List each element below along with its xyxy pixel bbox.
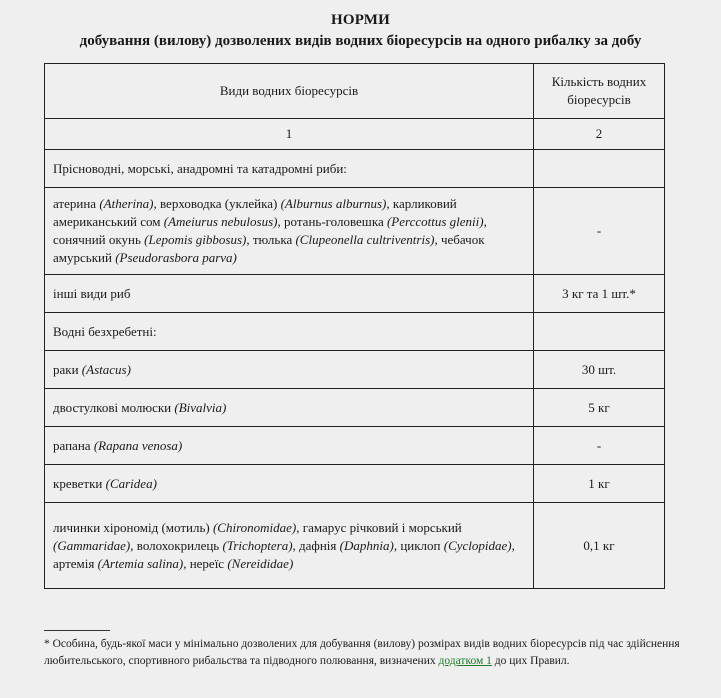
dodatok-1-link[interactable]: додатком 1 <box>438 655 492 667</box>
footnote <box>44 630 689 670</box>
amount-cell: 3 кг та 1 шт.* <box>534 275 665 313</box>
table-head <box>45 64 665 150</box>
amount-cell: 0,1 кг <box>534 503 665 589</box>
amount-cell: 5 кг <box>534 389 665 427</box>
scientific-name: (Cyclopidae) <box>443 537 512 553</box>
table-row <box>45 465 665 503</box>
common-name: , чебачок амурський <box>53 232 485 265</box>
common-name: креветки <box>53 475 106 491</box>
common-name: , артемія <box>53 537 515 571</box>
page-subtitle: добування (вилову) дозволених видів водних біоресурсів на одного рибалку за добу <box>79 33 642 49</box>
common-name: , тюлька <box>246 232 296 247</box>
footnote-divider <box>44 630 110 631</box>
table-header-row <box>45 64 665 119</box>
title-block <box>0 0 721 52</box>
scientific-name: (Gammaridae) <box>53 537 131 553</box>
species-cell <box>45 275 534 313</box>
species-cell <box>45 465 534 503</box>
common-name: , дафнія <box>292 537 340 553</box>
scientific-name: (Ameiurus nebulosus) <box>163 214 278 229</box>
amount-cell: 1 кг <box>534 465 665 503</box>
page-title: НОРМИ <box>330 12 391 28</box>
species-label: Прісноводні, морські, анадромні та катадромні риби: <box>53 160 347 176</box>
table-row <box>45 389 665 427</box>
scientific-name: (Alburnus alburnus) <box>280 196 387 211</box>
scientific-name: (Trichoptera) <box>222 537 293 553</box>
scientific-name: (Caridea) <box>105 475 157 491</box>
scientific-name: (Bivalvia) <box>174 399 227 415</box>
table-row <box>45 427 665 465</box>
table-row <box>45 275 665 313</box>
common-name: , карликовий американський сом <box>53 196 457 229</box>
footnote-text-after-link: до цих Правил. <box>491 655 570 667</box>
table-column-number-row <box>45 119 665 150</box>
species-label: інші види риб <box>53 285 131 301</box>
amount-cell <box>534 313 665 351</box>
common-name: , волохокрилець <box>130 537 223 553</box>
norms-table <box>44 63 665 589</box>
common-name: атерина <box>53 196 100 211</box>
common-name: , нереїс <box>183 555 228 571</box>
common-name: двостулкові молюски <box>53 399 175 415</box>
scientific-name: (Perccottus glenii) <box>386 214 484 229</box>
column-number-amount: 2 <box>534 119 665 150</box>
scientific-name: (Atherina) <box>99 196 154 211</box>
table-row <box>45 351 665 389</box>
column-number-species: 1 <box>45 119 534 150</box>
table-row <box>45 150 665 188</box>
species-section-cell <box>45 313 534 351</box>
species-cell <box>45 503 534 589</box>
species-cell <box>45 389 534 427</box>
common-name: , верховодка (уклейка) <box>153 196 281 211</box>
common-name: личинки хірономід (мотиль) <box>53 519 213 535</box>
amount-cell <box>534 150 665 188</box>
table-body <box>45 150 665 589</box>
scientific-name: (Clupeonella cultriventris) <box>295 232 435 247</box>
common-name: , гамарус річковий і морський <box>296 519 462 535</box>
column-header-amount: Кількість водних біоресурсів <box>534 64 665 119</box>
table-row <box>45 188 665 275</box>
amount-cell: 30 шт. <box>534 351 665 389</box>
footnote-text <box>44 636 689 670</box>
amount-cell: - <box>534 427 665 465</box>
table-container <box>0 52 721 589</box>
amount-cell: - <box>534 188 665 275</box>
footnote-text-before-link: * Особина, будь-якої маси у мінімально дозволених для добування (вилову) розмірах видів водних біоресурсів під час здійснення любительського, спортивного рибальства та підводного полювання, визначених <box>44 638 680 667</box>
scientific-name: (Chironomidae) <box>212 519 297 535</box>
species-label: Водні безхребетні: <box>53 323 157 339</box>
table-row <box>45 503 665 589</box>
scientific-name: (Pseudorasbora parva) <box>115 250 237 265</box>
scientific-name: (Lepomis gibbosus) <box>144 232 247 247</box>
column-header-species: Види водних біоресурсів <box>45 64 534 119</box>
common-name: , сонячний окунь <box>53 214 487 247</box>
species-cell <box>45 351 534 389</box>
scientific-name: (Rapana venosa) <box>93 437 183 453</box>
species-cell <box>45 188 534 275</box>
common-name: , циклоп <box>393 537 444 553</box>
scientific-name: (Nereididae) <box>227 555 294 571</box>
scientific-name: (Daphnia) <box>339 537 394 553</box>
scientific-name: (Astacus) <box>81 361 131 377</box>
common-name: раки <box>53 361 82 377</box>
scientific-name: (Artemia salina) <box>97 555 184 571</box>
table-row <box>45 313 665 351</box>
common-name: рапана <box>53 437 94 453</box>
species-cell <box>45 427 534 465</box>
species-section-cell <box>45 150 534 188</box>
common-name: , ротань-головешка <box>277 214 387 229</box>
